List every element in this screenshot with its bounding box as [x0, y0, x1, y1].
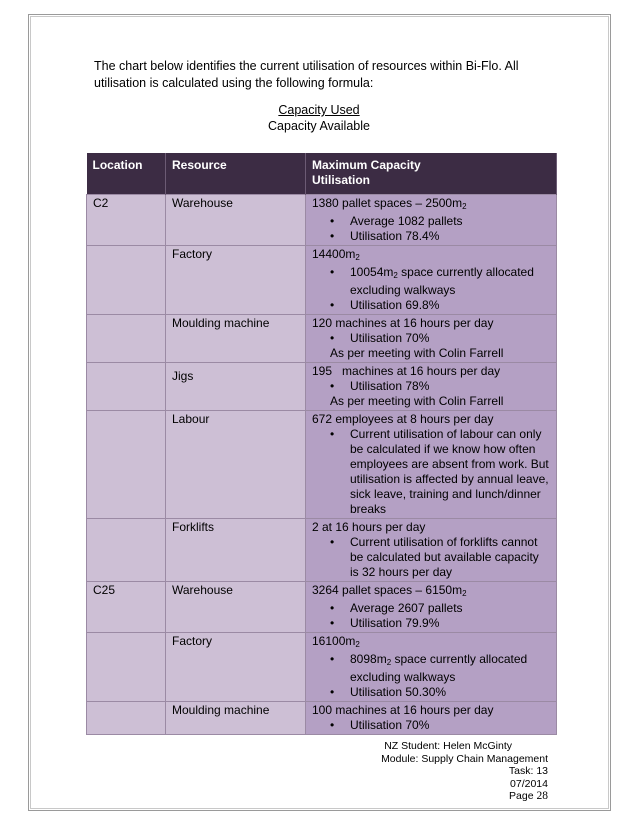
cell-location — [87, 702, 166, 735]
cell-resource: Jigs — [166, 363, 306, 411]
capacity-note: As per meeting with Colin Farrell — [330, 394, 504, 408]
capacity-main: 120 machines at 16 hours per day — [312, 316, 494, 330]
capacity-note: As per meeting with Colin Farrell — [330, 346, 504, 360]
cell-capacity — [306, 315, 557, 363]
utilisation-formula — [0, 102, 638, 134]
formula-numerator: Capacity Used — [278, 103, 360, 117]
capacity-bullet: • $10054m_2$ space currently allocated excluding walkways — [350, 265, 550, 298]
capacity-bullet: • Average 2607 pallets — [350, 601, 550, 616]
cell-resource: Factory — [166, 633, 306, 702]
table-row — [87, 519, 557, 582]
cell-capacity — [306, 363, 557, 411]
cell-capacity — [306, 702, 557, 735]
cell-location — [87, 246, 166, 315]
cell-resource: Factory — [166, 246, 306, 315]
cell-capacity — [306, 582, 557, 633]
capacity-bullet: • Utilisation 79.9% — [350, 616, 550, 631]
capacity-bullet: • Utilisation 78% — [350, 379, 550, 394]
capacity-bullet: • Utilisation 50.30% — [350, 685, 550, 700]
capacity-bullet: • Current utilisation of labour can only be calculated if we know how often employees are absent from work. But utilisation is affected by annual leave, sick leave, training and lunch/dinner breaks — [350, 427, 550, 517]
table-row — [87, 633, 557, 702]
table-row — [87, 702, 557, 735]
cell-capacity — [306, 633, 557, 702]
table-row — [87, 582, 557, 633]
cell-capacity — [306, 411, 557, 519]
footer-date: 07/2014 — [510, 777, 548, 790]
cell-resource: Forklifts — [166, 519, 306, 582]
header-capacity-line2: Utilisation — [312, 173, 371, 187]
header-capacity — [306, 153, 557, 195]
header-location: Location — [87, 153, 166, 195]
cell-location — [87, 363, 166, 411]
footer-page-label: Page — [509, 790, 534, 802]
capacity-main: 2 at 16 hours per day — [312, 520, 426, 534]
capacity-bullet: • Average 1082 pallets — [350, 214, 550, 229]
capacity-main: $16100m_2$ — [312, 634, 360, 649]
table-row — [87, 315, 557, 363]
capacity-main: $14400m_2$ — [312, 247, 360, 262]
capacity-main: 672 employees at 8 hours per day — [312, 412, 494, 426]
table-row — [87, 363, 557, 411]
cell-location — [87, 315, 166, 363]
footer-module: Module: Supply Chain Management — [381, 752, 548, 765]
cell-capacity — [306, 195, 557, 246]
capacity-bullet: • Current utilisation of forklifts cannot be calculated but available capacity is 32 hours per day — [350, 535, 550, 580]
cell-resource: Moulding machine — [166, 315, 306, 363]
capacity-bullet: • $8098m_2$ space currently allocated excluding walkways — [350, 652, 550, 685]
cell-location: C25 — [87, 582, 166, 633]
capacity-bullet: • Utilisation 78.4% — [350, 229, 550, 244]
capacity-bullet: • Utilisation 70% — [350, 331, 550, 346]
cell-location — [87, 633, 166, 702]
footer-page-number: 28 — [536, 790, 548, 802]
table-row — [87, 411, 557, 519]
cell-location — [87, 411, 166, 519]
cell-resource: Labour — [166, 411, 306, 519]
header-capacity-line1: Maximum Capacity — [312, 158, 421, 172]
capacity-main: 100 machines at 16 hours per day — [312, 703, 494, 717]
table-row — [87, 246, 557, 315]
table-header-row — [87, 153, 557, 195]
cell-location — [87, 519, 166, 582]
capacity-main: 3264 pallet spaces – $6150m_2$ — [312, 583, 467, 598]
cell-location: C2 — [87, 195, 166, 246]
capacity-main: 195 machines at 16 hours per day — [312, 364, 501, 378]
cell-resource: Moulding machine — [166, 702, 306, 735]
cell-capacity — [306, 519, 557, 582]
cell-capacity — [306, 246, 557, 315]
utilisation-table — [86, 153, 557, 735]
header-resource: Resource — [166, 153, 306, 195]
footer-student: NZ Student: Helen McGinty — [384, 740, 512, 752]
page-footer — [248, 740, 548, 803]
intro-paragraph: The chart below identifies the current utilisation of resources within Bi-Flo. All utilisation is calculated using the following formula: — [94, 59, 519, 90]
capacity-bullet: • Utilisation 70% — [350, 718, 550, 733]
footer-page — [248, 790, 548, 803]
capacity-bullet: • Utilisation 69.8% — [350, 298, 550, 313]
footer-task: Task: 13 — [508, 765, 548, 777]
capacity-main: 1380 pallet spaces – $2500m_2$ — [312, 196, 467, 211]
cell-resource: Warehouse — [166, 582, 306, 633]
cell-resource: Warehouse — [166, 195, 306, 246]
table-row — [87, 195, 557, 246]
formula-denominator: Capacity Available — [268, 119, 370, 133]
